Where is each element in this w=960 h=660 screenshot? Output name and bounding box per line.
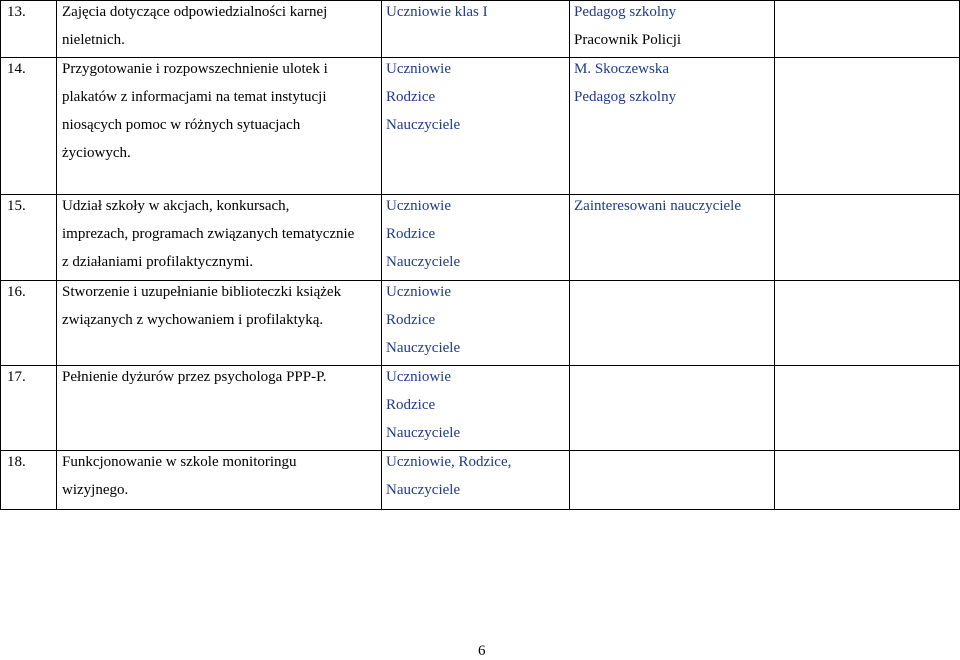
responsible-cell	[570, 195, 775, 281]
responsible-cell	[570, 1, 775, 58]
responsible-line: Pedagog szkolny	[574, 4, 677, 20]
row-number-cell	[1, 366, 57, 451]
target-group-line: Nauczyciele	[386, 254, 461, 270]
row-number-cell	[1, 58, 57, 195]
target-group-cell	[382, 281, 570, 366]
task-cell	[57, 281, 382, 366]
task-text-line: Pełnienie dyżurów przez psychologa PPP-P.	[62, 369, 327, 385]
table-row	[1, 451, 960, 510]
term-cell	[775, 366, 960, 451]
table-row	[1, 366, 960, 451]
target-group-cell	[382, 451, 570, 510]
row-number: 15.	[7, 198, 26, 214]
table-row	[1, 1, 960, 58]
target-group-line: Nauczyciele	[386, 340, 461, 356]
task-text-line: imprezach, programach związanych tematycznie	[62, 226, 355, 242]
target-group-line: Uczniowie, Rodzice,	[386, 454, 512, 470]
responsible-line: Zainteresowani nauczyciele	[574, 198, 741, 214]
responsible-cell	[570, 58, 775, 195]
target-group-line: Nauczyciele	[386, 425, 461, 441]
table-row	[1, 281, 960, 366]
target-group-cell	[382, 58, 570, 195]
term-cell	[775, 281, 960, 366]
task-text-line: Udział szkoły w akcjach, konkursach,	[62, 198, 290, 214]
responsible-line: Pracownik Policji	[574, 32, 682, 48]
table-row	[1, 195, 960, 281]
target-group-line: Rodzice	[386, 226, 436, 242]
target-group-line: Rodzice	[386, 89, 436, 105]
task-cell	[57, 366, 382, 451]
task-text-line: Funkcjonowanie w szkole monitoringu	[62, 454, 297, 470]
page-number: 6	[478, 643, 486, 659]
responsible-cell	[570, 366, 775, 451]
target-group-line: Uczniowie	[386, 198, 451, 214]
target-group-line: Uczniowie	[386, 369, 451, 385]
task-text-line: nieletnich.	[62, 32, 125, 48]
task-text-line: Przygotowanie i rozpowszechnienie ulotek i	[62, 61, 328, 77]
responsible-line: Pedagog szkolny	[574, 89, 677, 105]
target-group-line: Uczniowie	[386, 284, 451, 300]
target-group-line: Rodzice	[386, 397, 436, 413]
row-number-cell	[1, 451, 57, 510]
responsible-line: M. Skoczewska	[574, 61, 669, 77]
task-text-line: z działaniami profilaktycznymi.	[62, 254, 254, 270]
row-number-cell	[1, 281, 57, 366]
task-text-line: plakatów z informacjami na temat instytucji	[62, 89, 327, 105]
task-text-line: związanych z wychowaniem i profilaktyką.	[62, 312, 324, 328]
term-cell	[775, 1, 960, 58]
target-group-line: Uczniowie	[386, 61, 451, 77]
target-group-line: Nauczyciele	[386, 482, 461, 498]
task-cell	[57, 451, 382, 510]
task-text-line: wizyjnego.	[62, 482, 129, 498]
row-number-cell	[1, 195, 57, 281]
task-cell	[57, 1, 382, 58]
term-cell	[775, 451, 960, 510]
task-cell	[57, 195, 382, 281]
target-group-cell	[382, 366, 570, 451]
task-text-line: życiowych.	[62, 145, 131, 161]
term-cell	[775, 58, 960, 195]
target-group-cell	[382, 1, 570, 58]
target-group-line: Rodzice	[386, 312, 436, 328]
task-text-line: niosących pomoc w różnych sytuacjach	[62, 117, 301, 133]
target-group-line: Nauczyciele	[386, 117, 461, 133]
task-text-line: Stworzenie i uzupełnianie biblioteczki książek	[62, 284, 342, 300]
responsible-cell	[570, 451, 775, 510]
responsible-cell	[570, 281, 775, 366]
target-group-line: Uczniowie klas I	[386, 4, 488, 20]
term-cell	[775, 195, 960, 281]
task-text-line: Zajęcia dotyczące odpowiedzialności karnej	[62, 4, 328, 20]
row-number: 14.	[7, 61, 26, 77]
row-number: 13.	[7, 4, 26, 20]
row-number: 17.	[7, 369, 26, 385]
task-cell	[57, 58, 382, 195]
row-number: 18.	[7, 454, 26, 470]
row-number: 16.	[7, 284, 26, 300]
target-group-cell	[382, 195, 570, 281]
row-number-cell	[1, 1, 57, 58]
table-row	[1, 58, 960, 195]
